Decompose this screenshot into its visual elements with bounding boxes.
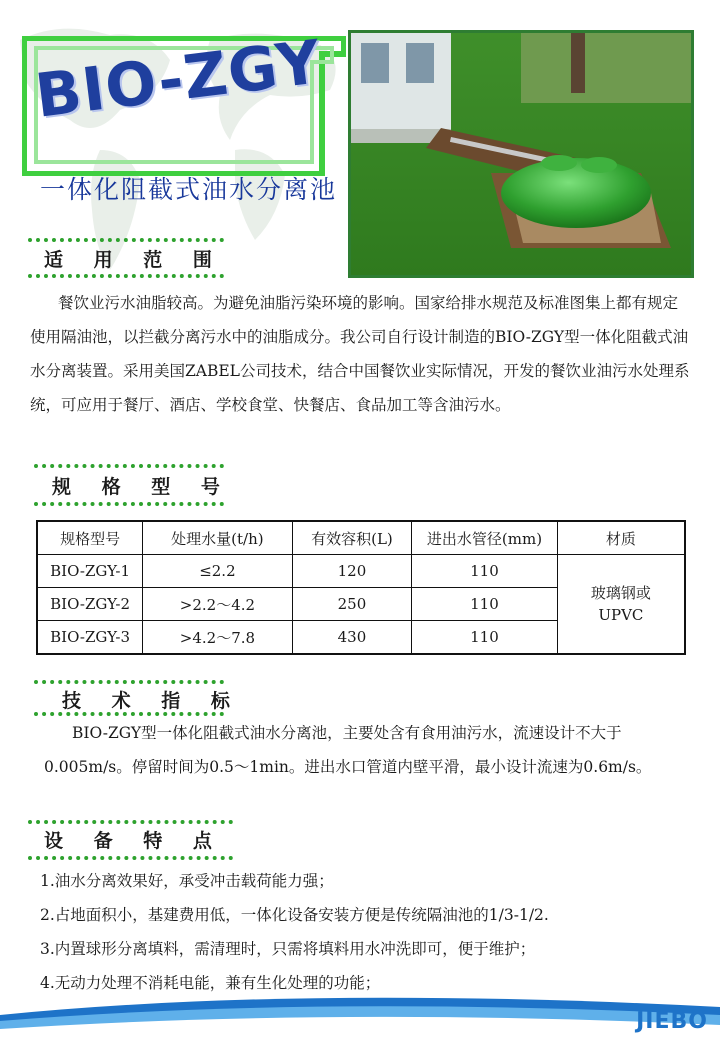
scope-paragraph: 餐饮业污水油脂较高。为避免油脂污染环境的影响。国家给排水规范及标准图集上都有规定使用隔油池，以拦截分离污水中的油脂成分。我公司自行设计制造的BIO-ZGY型一体化阻截式油水分离装置。采用美国ZABEL公司技术，结合中国餐饮业实际情况，开发的餐饮业油污水处理系统，可应用于餐厅、酒店、学校食堂、快餐店、食品加工等含油污水。 — [30, 294, 690, 414]
list-item: 1.油水分离效果好，承受冲击载荷能力强； — [40, 872, 334, 890]
table-cell: BIO-ZGY-2 — [37, 588, 143, 621]
product-photo — [348, 30, 694, 278]
table-cell: BIO-ZGY-1 — [37, 555, 143, 588]
table-cell: 120 — [292, 555, 412, 588]
divider-dots — [28, 238, 224, 242]
divider-dots — [28, 274, 224, 278]
section-title-features: 设 备 特 点 — [44, 830, 224, 852]
table-header-cell: 处理水量(t/h) — [143, 521, 292, 555]
list-item: 3.内置球形分离填料，需清理时，只需将填料用水冲洗即可，便于维护； — [40, 940, 536, 958]
divider-dots — [34, 502, 224, 506]
table-cell: ≤2.2 — [143, 555, 292, 588]
table-cell: >4.2～7.8 — [143, 621, 292, 655]
table-cell: BIO-ZGY-3 — [37, 621, 143, 655]
list-item: 2.占地面积小，基建费用低，一体化设备安装方便是传统隔油池的1/3-1/2. — [40, 906, 549, 924]
divider-dots — [28, 856, 233, 860]
product-logo: BIO-ZGY — [31, 27, 326, 132]
table-header-cell: 材质 — [557, 521, 685, 555]
list-item: 4.无动力处理不消耗电能，兼有生化处理的功能； — [40, 974, 381, 992]
tech-paragraph: BIO-ZGY型一体化阻截式油水分离池，主要处含有食用油污水，流速设计不大于0.005m/s。停留时间为0.5～1min。进出水口管道内壁平滑，最小设计流速为0.6m/s。 — [44, 724, 652, 776]
table-header-cell: 进出水管径(mm) — [412, 521, 558, 555]
divider-dots — [28, 820, 233, 824]
spec-table — [36, 520, 686, 655]
material-cell: 玻璃钢或UPVC — [557, 555, 685, 655]
table-header-row — [37, 521, 685, 555]
features-list — [40, 864, 690, 1000]
table-cell: 110 — [412, 555, 558, 588]
table-cell: 110 — [412, 621, 558, 655]
table-cell: >2.2～4.2 — [143, 588, 292, 621]
section-title-tech: 技 术 指 标 — [62, 690, 242, 712]
table-cell: 430 — [292, 621, 412, 655]
brand-logo: JIEBO — [636, 1009, 708, 1034]
table-header-cell: 规格型号 — [37, 521, 143, 555]
product-subtitle: 一体化阻截式油水分离池 — [40, 175, 338, 204]
table-cell: 250 — [292, 588, 412, 621]
table-cell: 110 — [412, 588, 558, 621]
table-header-cell: 有效容积(L) — [292, 521, 412, 555]
section-title-scope: 适 用 范 围 — [44, 249, 224, 271]
divider-dots — [34, 464, 224, 468]
section-title-spec: 规 格 型 号 — [52, 476, 232, 498]
footer-wave — [0, 985, 720, 1040]
table-row — [37, 555, 685, 588]
divider-dots — [34, 680, 224, 684]
